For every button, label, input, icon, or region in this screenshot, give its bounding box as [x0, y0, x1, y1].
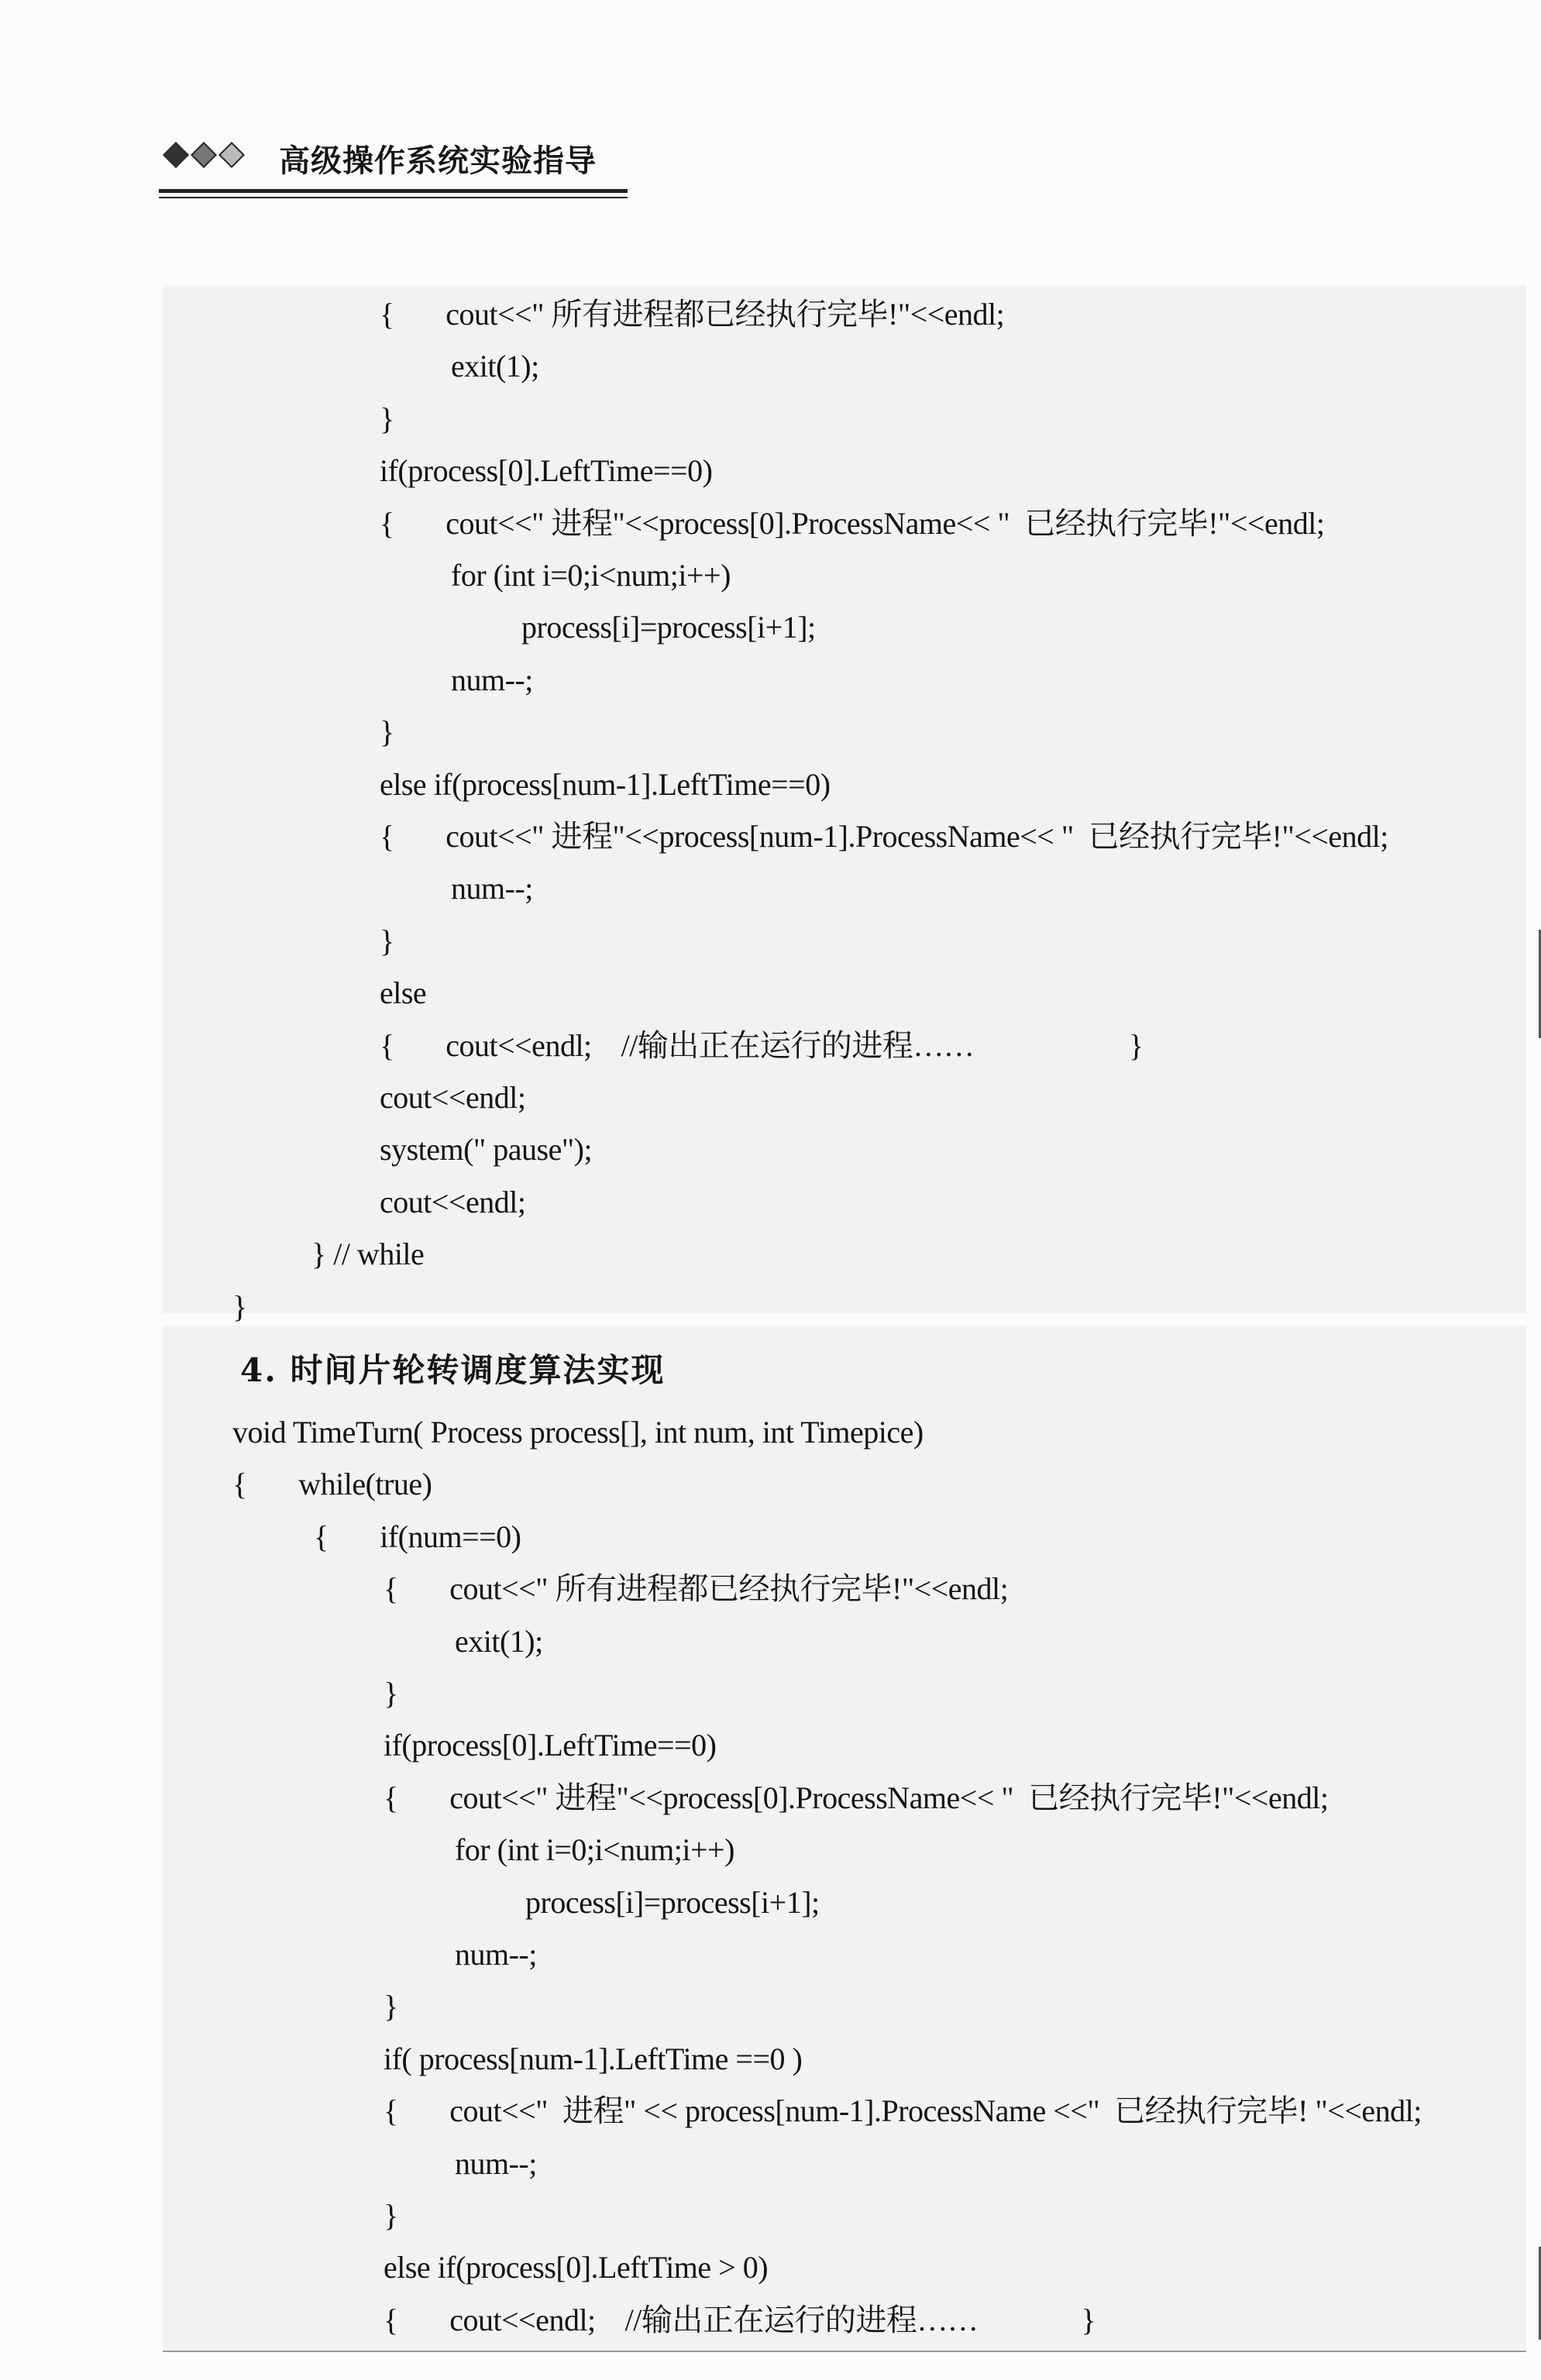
code-line: } — [380, 401, 394, 436]
code-line: exit(1); — [451, 349, 539, 384]
code-line: } — [384, 1676, 398, 1711]
code-line: cout<<endl; — [380, 1184, 526, 1219]
code-line: num--; — [455, 1937, 537, 1972]
code-line: for (int i=0;i<num;i++) — [455, 1832, 734, 1868]
code-line: { cout<<" 所有进程都已经执行完毕!"<<endl; — [380, 297, 1005, 332]
code-line: else if(process[num-1].LeftTime==0) — [380, 766, 831, 802]
code-line: else — [380, 975, 427, 1011]
diamond-icon — [163, 142, 189, 168]
header-diamond-icons — [167, 146, 241, 164]
code-line: num--; — [455, 2145, 537, 2181]
code-line: { cout<<endl; //输出正在运行的进程…… } — [380, 1027, 1144, 1063]
code-line: { while(true) — [232, 1467, 432, 1502]
code-line: cout<<endl; — [380, 1080, 526, 1115]
code-line: system(" pause"); — [380, 1132, 593, 1168]
code-line: { cout<<" 进程"<<process[0].ProcessName<< " 已经执行完毕!"<<endl; — [380, 505, 1325, 541]
code-line: for (int i=0;i<num;i++) — [451, 558, 731, 593]
code-line: process[i]=process[i+1]; — [521, 610, 816, 645]
header-rule-thin — [159, 197, 628, 198]
code-box-2-border — [163, 2351, 1526, 2352]
code-line: process[i]=process[i+1]; — [525, 1884, 820, 1920]
code-line: if(process[0].LeftTime==0) — [384, 1728, 717, 1763]
code-line: { cout<<" 所有进程都已经执行完毕!"<<endl; — [384, 1571, 1009, 1607]
diamond-icon — [218, 142, 245, 168]
code-line: if( process[num-1].LeftTime ==0 ) — [384, 2041, 803, 2076]
code-line: } — [380, 714, 394, 750]
code-line: if(process[0].LeftTime==0) — [380, 453, 713, 489]
code-line: } — [380, 923, 394, 958]
code-line: { if(num==0) — [314, 1518, 521, 1554]
code-line: } // while — [311, 1236, 425, 1272]
code-box-1 — [163, 285, 1526, 1313]
code-line: { cout<<" 进程"<<process[0].ProcessName<< " 已经执行完毕!"<<endl; — [384, 1780, 1329, 1815]
diamond-icon — [191, 142, 217, 168]
section-title: 4. 时间片轮转调度算法实现 — [240, 1351, 666, 1389]
code-line: } — [384, 1989, 398, 2024]
code-line: exit(1); — [455, 1623, 543, 1659]
code-line: num--; — [451, 871, 533, 906]
code-line: { cout<<endl; //输出正在运行的进程…… } — [384, 2302, 1096, 2337]
header-title: 高级操作系统实验指导 — [279, 143, 597, 179]
header-rule-thick — [159, 189, 628, 193]
code-line: } — [384, 2198, 398, 2233]
code-line: } — [232, 1288, 247, 1324]
code-line: { cout<<" 进程"<<process[num-1].ProcessName<< " 已经执行完毕!"<<endl; — [380, 819, 1388, 854]
code-line: else if(process[0].LeftTime > 0) — [384, 2250, 769, 2285]
code-line: num--; — [451, 662, 533, 697]
code-line: { cout<<" 进程" << process[num-1].ProcessName <<" 已经执行完毕! "<<endl; — [384, 2093, 1422, 2129]
code-line: void TimeTurn( Process process[], int num, int Timepice) — [232, 1415, 924, 1450]
